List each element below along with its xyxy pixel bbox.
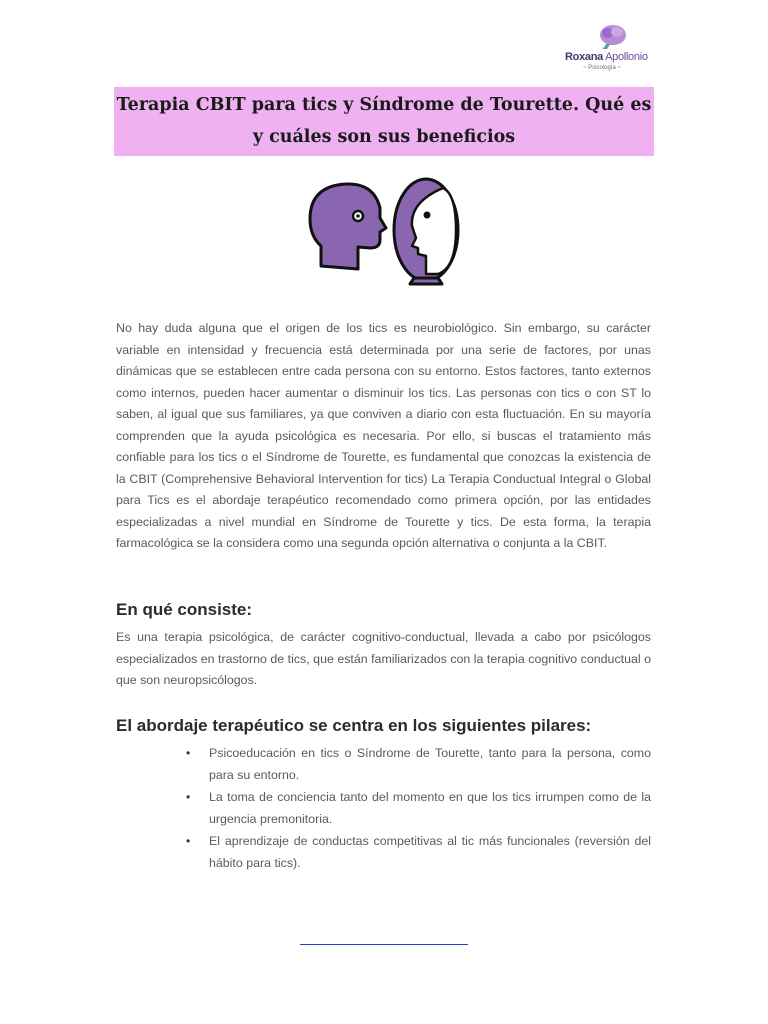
footer-link-underline[interactable] — [300, 944, 468, 945]
head-and-mirror-illustration — [306, 174, 466, 289]
section-what-is-body: Es una terapia psicológica, de carácter cognitivo-conductual, llevada a cabo por psicólogos especializados en trastorno de tics, que están familiarizados con la terapia cognitivo conductual o que son neuropsicólogos. — [116, 630, 651, 687]
section-heading-what-is: En qué consiste: — [116, 600, 253, 619]
list-item: • Psicoeducación en tics o Síndrome de Tourette, tanto para la persona, como para su entorno. — [186, 743, 651, 786]
list-item: • La toma de conciencia tanto del momento en que los tics irrumpen como de la urgencia premonitoria. — [186, 787, 651, 830]
head-silhouette-icon — [310, 184, 386, 269]
logo-name: Roxana Apollonio — [565, 51, 648, 63]
brand-logo — [565, 24, 657, 76]
mirror-face-icon — [394, 179, 458, 284]
bullet-icon: • — [186, 746, 191, 760]
logo-subtitle: ~ Psicología ~ — [583, 65, 622, 71]
list-item: • El aprendizaje de conductas competitivas al tic más funcionales (reversión del hábito para tics). — [186, 831, 651, 874]
bullet-icon: • — [186, 790, 191, 804]
page-title: Terapia CBIT para tics y Síndrome de Tourette. Qué es y cuáles son sus beneficios — [114, 87, 654, 156]
brain-logo-icon — [598, 24, 628, 50]
section-heading-pillars: El abordaje terapéutico se centra en los siguientes pilares: — [116, 716, 592, 735]
intro-paragraph: No hay duda alguna que el origen de los tics es neurobiológico. Sin embargo, su carácter variable en intensidad y frecuencia está determinada por una serie de factores, por unas dinámicas que se establecen entre cada persona con su entorno. Estos factores, tanto externos como internos, pueden hacer aumentar o disminuir los tics. Las personas con tics o con ST lo saben, al igual que sus familiares, ya que conviven a diario con esta fluctuación. En su mayoría comprenden que la ayuda psicológica es necesaria. Por ello, si buscas el tratamiento más confiable para los tics o el Síndrome de Tourette, es fundamental que conozcas la existencia de la CBIT (Comprehensive Behavioral Intervention for tics) La Terapia Conductual Integral o Global para Tics es el abordaje terapéutico recomendado como primera opción, por las entidades especializadas a nivel mundial en Síndrome de Tourette y tics. De esta forma, la terapia farmacológica se la considera como una segunda opción alternativa o conjunta a la CBIT. — [116, 321, 651, 550]
bullet-icon: • — [186, 834, 191, 848]
pillars-list — [186, 743, 651, 875]
